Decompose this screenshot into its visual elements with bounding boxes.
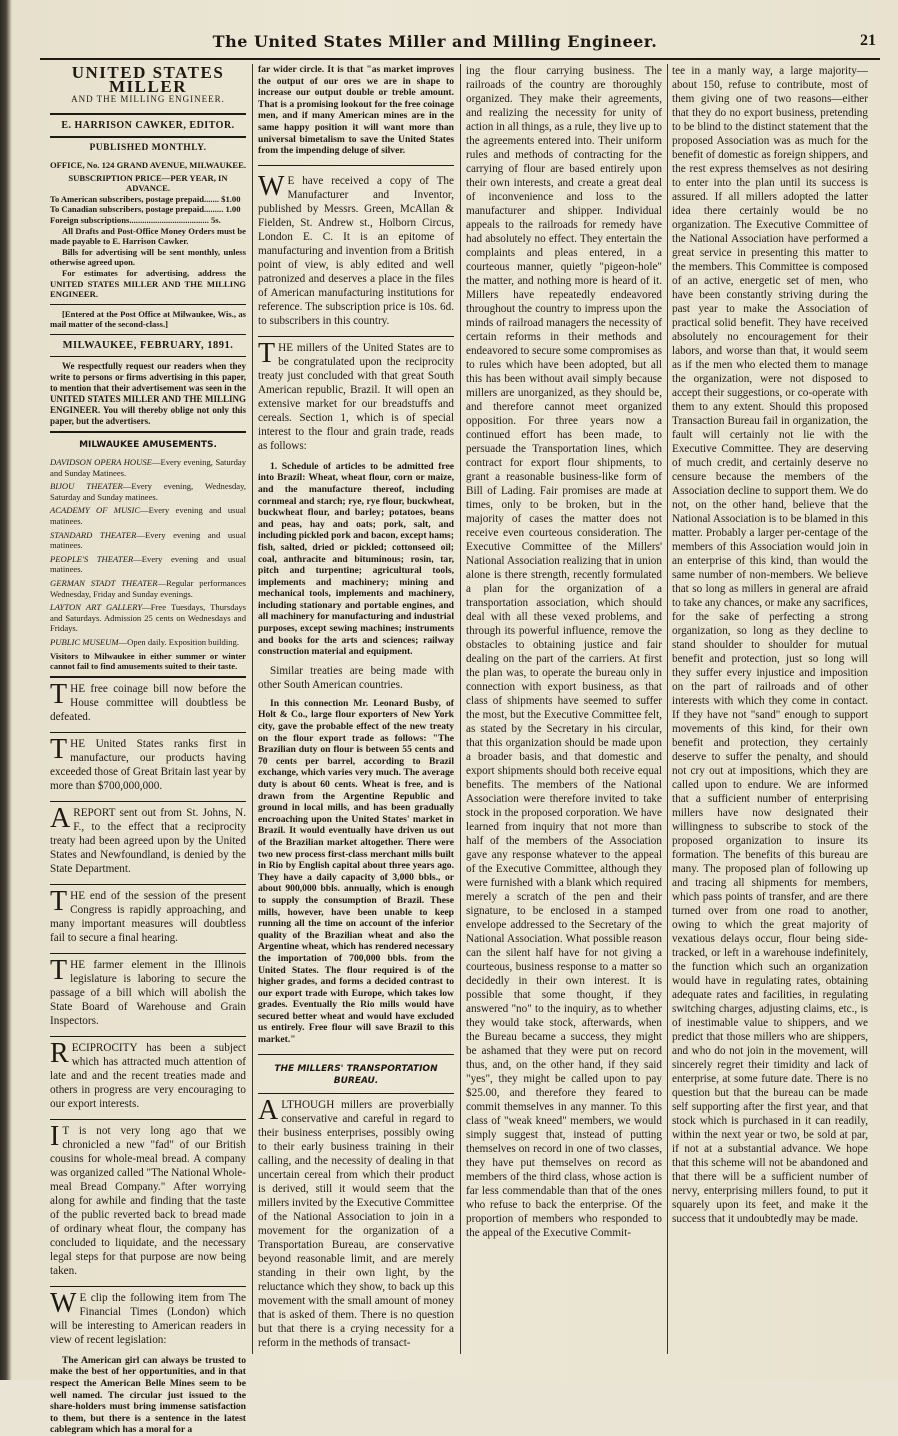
clipping-continued: far wider circle. It is that "as market improves the output of our ores we are in shape to increase our output double or treble amount. That is a promising lookout for the free coinage men, and if many American mines are in the same happy position it will want more than universal bimetalism to save the United States from the impending deluge of silver. bbox=[258, 64, 454, 157]
amusements-list bbox=[50, 457, 246, 672]
divider bbox=[50, 676, 246, 678]
divider bbox=[50, 136, 246, 138]
news-item: THE free coinage bill now before the House committee will doubtless be defeated. bbox=[50, 678, 246, 723]
article-body-continued: tee in a manly way, a large majority—about 150, refuse to contribute, most of them giving one of two reasons—either that they do no export business, pretending to be blind to the distinct statement that the proposed Association was as much for the benefit of domestic as foreign shippers, and the rest express themselves as not desiring to enter into the plan until its success is assured. If all millers adopted the latter idea there certainly would be no organization. The Executive Committee of the National Association have performed a great service in presenting this matter to the members. This Committee is composed of an active, energetic set of men, who have been constantly striving during the past year to make the Association of practical solid benefit. They have received absolutely no encouragement for their labors, and worse than that, it would seem as if the men who elected them to manage the organization, were not disposed to accept their suggestions, or co-operate with them to any extent. Should this proposed Transaction Bureau fail in organization, the fault will certainly not lie with the Executive Committee. They are deserving of much credit, and certainly deserve no censure because the members of the Association decline to support them. We do not, on the other hand, believe that the National Association is to be blamed in this matter. Probably a larger per-centage of the members of this Association would join in an enterprise of this kind, than would the same number of non-members. We believe that so long as millers in general are afraid to take any chances, or make any sacrifices, for the sake of perfecting a strong organization, so long as they decline to stand shoulder to shoulder for mutual benefit and protection, just so long will they suffer every injustice and imposition on the part of railroads and of other interests with which they come in contact. If they have not "sand" enough to support movements of this kind, for their own benefit and protection, they certainly deserve to suffer the penalty, and should not cry out at impositions, which they are called upon to endure. We are informed that a sufficient number of enterprising millers have now designated their willingness to subscribe to stock of the proposed organization to insure its formation. The benefits of this bureau are many. The proposed plan of following up and tracing all shipments for members, which pass points of transfer, and are there turned over from one road to another, owing to which the great majority of vexatious delays occur, flour being side-tracked, or left in a warehouse indefinitely, the function which such an organization would have in regulating rates, obtaining adequate rates and facilities, in regulating switching charges, adjusting claims, etc., is of inestimable value to shippers, and we predict that those millers who are shippers, and who do not join in the movement, will sincerely regret their timidity and lack of enterprise, at some future date. There is no question but that the bureau can be made self supporting after the first year, and that stock which is purchased in it can readily, within the next year or two, be sold at par, if not at a substantial advance. We hope that this scheme will not be abandoned and that there will be a sufficient number of nervy, enterprising millers found, to put it squarely upon its feet, and make it the success that it undoubtedly may be made. bbox=[672, 65, 868, 1225]
news-item: W E have received a copy of The Manufacturer and Inventor, published by Messrs. Green, McAllan & Fielden, St. Andrew st., Holborn Circus, London E. C. It is an epitome of manufacturing and invention from a British point of view, is ably edited and well patronized and deserves a place in the files of American manufacturing institutions for reference. The subscription price is 10s. 6d. to subscribers in this country. bbox=[258, 170, 454, 327]
amusement-item: ACADEMY OF MUSIC—Every evening and usual matinees. bbox=[50, 505, 247, 527]
readers-request: We respectfully request our readers when they write to persons or firms advertising in this paper, to mention that their advertisement was seen in the UNITED STATES MILLER AND THE MILLING ENGINEER. You will thereby oblige not only this paper, but the advertisers. bbox=[50, 361, 246, 427]
divider bbox=[50, 356, 246, 357]
divider bbox=[50, 884, 246, 885]
notice-line: For estimates for advertising, address the UNITED STATES MILLER AND THE MILLING ENGINEER. bbox=[50, 267, 246, 300]
column-3 bbox=[466, 64, 662, 1354]
news-item: A REPORT sent out from St. Johns, N. F., to the effect that a reciprocity treaty had been agreed upon by the United States and Newfoundland, is denied by the State Department. bbox=[50, 802, 246, 875]
divider bbox=[50, 431, 246, 433]
divider bbox=[50, 801, 246, 802]
drop-cap: R bbox=[50, 1037, 69, 1069]
news-item: THE millers of the United States are to be congratulated upon the reciprocity treaty just concluded with that great South American republic, Brazil. It will open an extensive market for our breadstuffs and cereals. Section 1, which is of special interest to the flour and grain trade, reads as follows: bbox=[258, 337, 454, 452]
divider bbox=[50, 953, 246, 954]
article-body: ALTHOUGH millers are proverbially conservative and careful in regard to their business enterprises, possibly owing to their early business training in their calling, and the necessity of dealing in that uncertain cereal from which their product is derived, still it would seem that the millers invited by the Executive Committee of the National Association to join in a movement for the organization of a Transportation Bureau, are conservative beyond reasonable limit, and are merely standing in their own light, by the reluctance which they show, to back up this movement with the small amount of money that is asked of them. There is no question but that there is a crying necessity for a reform in the methods of transact- bbox=[258, 1094, 454, 1349]
page-number: 21 bbox=[860, 32, 876, 49]
divider bbox=[50, 1119, 246, 1120]
drop-cap: T bbox=[50, 954, 68, 986]
divider bbox=[258, 165, 454, 166]
drop-cap: A bbox=[258, 1094, 279, 1126]
divider bbox=[50, 732, 246, 733]
amusement-item: LAYTON ART GALLERY—Free Tuesdays, Thursdays and Saturdays. Admission 25 cents on Wednesdays and Fridays. bbox=[50, 602, 246, 634]
clipping-text: The American girl can always be trusted to make the best of her opportunities, and in that respect the American Belle Mines seem to be well named. The circular just issued to the share-holders must bring immense satisfaction to them, but there is a sentence in the latest cablegram which has a moral for a bbox=[50, 1354, 246, 1436]
published-line: PUBLISHED MONTHLY. bbox=[89, 143, 207, 154]
news-item: I T is not very long ago that we chronicled a new "fad" of our British cousins for whole-meal bread. A company was organized called "The National Whole-meal Bread Company." After worrying along for awhile and finding that the taste of the public reverted back to bread made of ordinary wheat flour, the company has concluded to liquidate, and the necessary legal steps for that purpose are now being taken. bbox=[50, 1120, 246, 1277]
subscription-heading: SUBSCRIPTION PRICE—PER YEAR, IN ADVANCE. bbox=[68, 172, 228, 194]
divider bbox=[258, 336, 454, 337]
column-rule bbox=[252, 64, 253, 1354]
column-rule bbox=[667, 64, 668, 1354]
drop-cap: T bbox=[50, 885, 68, 917]
masthead-subtitle: AND THE MILLING ENGINEER. bbox=[71, 94, 225, 105]
amusement-item: PUBLIC MUSEUM—Open daily. Exposition building. bbox=[50, 636, 239, 647]
columns bbox=[50, 63, 868, 1436]
amusements-heading: MILWAUKEE AMUSEMENTS. bbox=[79, 440, 217, 451]
divider bbox=[50, 304, 246, 305]
drop-cap: W bbox=[258, 170, 285, 202]
news-item: W E clip the following item from The Financial Times (London) which will be interesting to American readers in view of recent legislation: bbox=[50, 1287, 246, 1346]
drop-cap: W bbox=[50, 1287, 77, 1319]
drop-cap: I bbox=[50, 1120, 60, 1152]
news-item: THE United States ranks first in manufacture, our products having exceeded those of Great Britain last year by more than $700,000,000. bbox=[50, 733, 247, 792]
amusement-item: STANDARD THEATER—Every evening and usual matinees. bbox=[50, 529, 246, 551]
article-body-continued: ing the flour carrying business. The railroads of the country are thoroughly organized. They make their agreements, and realizing the necessity for unity of action in all things, as a rule, they live up to the agreements entered into. Their uniform rules and methods of contracting for the carrying of flour are based entirely upon their own interests, and create a great deal of inconvenience and loss to the manufacturer and shipper. Individual appeals to the railroads for remedy have had absolutely no effect. They entertain the complaints and pleas entered, in a courteous manner, quietly "pigeon-hole" the matter, and nothing more is heard of it. Millers have repeatedly endeavored throughout the country to impress upon the minds of railroad managers the necessity of certain reforms in their methods and endeavored to secure some compromises as to rules which have been adopted, but all this has been without avail simply because millers are unorganized, as they should be, and therefore cannot meet organized opposition. For three years now a continued effort has been made, to persuade the Transportation lines, which contract for export flour shipments, to grant a reasonable business-like form of Bill of Lading. Fair promises are made at times, only to be broken, but in the majority of cases the matter does not receive even courteous consideration. The Executive Committee of the Millers' National Association realizing that in union alone is there strength, recently formulated a plan for the organization of a transportation association, which should deal with all these vexed problems, and through its powerful influence, remove the obstacles to obtaining justice and fair dealing on the part of the carriers. At first the plan was, to operate the bureau only in connection with export business, as that class of shipments have seemed to suffer the most, but the Executive Committee felt, as stated by the Secretary in his circular, that this organization should be made upon a broader basis, and that domestic and export shipments should both receive equal benefits. The members of the National Association were therefore invited to take stock in the proposed corporation. We have learned from inquiry that not more than half of the members of the Association gave any response whatever to the appeal of the Executive Committee, although they were furnished with a blank which required merely a scratch of the pen and their signature, to be enclosed in a stamped envelope addressed to the Secretary of the National Association. What possible reason can the silent half have for not giving a courteous, business response to a matter so decidedly in their own interest. It is possible that some thought, if they answered "no" to the inquiry, as to whether they would take stock, afterwards, when the Bureau became a success, they might be ashamed that they were put on record thus, and, on the other hand, if they said "yes", they might be called upon to pay $25.00, and therefore they feared to commit themselves in any manner. To this class of "weak kneed" members, we would simply suggest that, instead of putting themselves on record in one of two classes, they have put themselves on record as members of the third class, whose action is far less commendable than that of the ones who refuse to back the enterprise. Of the proportion of members who responded to the appeal of the Executive Commit- bbox=[466, 65, 662, 1239]
drop-cap: A bbox=[50, 802, 71, 834]
divider bbox=[258, 1093, 454, 1094]
rate-line: To Canadian subscribers, postage prepaid......... 1.00 bbox=[50, 204, 241, 215]
rate-line: Foreign subscriptions..................................... 5s. bbox=[50, 214, 221, 225]
article-title: THE MILLERS' TRANSPORTATION BUREAU. bbox=[274, 1063, 438, 1086]
column-rule bbox=[460, 64, 461, 1354]
divider bbox=[258, 1054, 454, 1055]
busby-quote: In this connection Mr. Leonard Busby, of Holt & Co., large flour exporters of New York city, gave the probable effect of the new treaty on the flour export trade as follows: "The Brazilian duty on flour is between 55 cents and 70 cents per barrel, according to Brazil exchange, which varies very much. The average duty is about 60 cents. Wheat is free, and is drawn from the Argentine Republic and ground in local mills, and has been gradually encroaching upon the United States' market in Brazil. It would eventually have driven us out of the Brazilian market altogether. There were two new process first-class merchant mills built in Rio by English capital about three years ago. They have a daily capacity of 3,000 bbls., or about 900,000 bbls. annually, which is enough to supply the consumption of Brazil. These mills, however, have been unable to keep running all the time on account of the inferior quality of the Brazilian wheat and also the Argentine wheat, which has rendered necessary the importation of 700,000 bbls. from the United States. The flour required is of the higher grades, and forms a decided contrast to our export trade with Europe, which takes low grades. Eventually the Rio mills would have secured better wheat and would have excluded us entirely. Free flour will save Brazil to this market." bbox=[258, 697, 454, 1046]
news-item: THE end of the session of the present Congress is rapidly approaching, and many important measures will doubtless fail to secure a final hearing. bbox=[50, 885, 246, 944]
running-title: The United States Miller and Milling Engineer. bbox=[212, 32, 658, 51]
amusement-item: PEOPLE'S THEATER—Every evening and usual matinees. bbox=[50, 553, 246, 575]
drop-cap: T bbox=[258, 337, 276, 369]
office-line: OFFICE, No. 124 GRAND AVENUE, MILWAUKEE. bbox=[50, 159, 247, 170]
divider bbox=[50, 1036, 246, 1037]
news-item: THE farmer element in the Illinois legislature is laboring to secure the passage of a bill which will abolish the State Board of Warehouse and Grain Inspectors. bbox=[50, 954, 246, 1027]
column-2 bbox=[258, 64, 454, 1354]
column-1 bbox=[50, 63, 247, 1436]
drop-cap: T bbox=[50, 733, 68, 765]
news-item: RECIPROCITY has been a subject which has attracted much attention of late and and the recent treaties made and others in progress are very encouraging to our export interests. bbox=[50, 1037, 246, 1110]
rate-line: To American subscribers, postage prepaid....... $1.00 bbox=[50, 193, 241, 204]
amusement-item: GERMAN STADT THEATER—Regular performances Wednesday, Friday and Sunday evenings. bbox=[50, 578, 246, 599]
divider bbox=[50, 113, 246, 115]
divider bbox=[50, 1286, 246, 1287]
amusement-item: DAVIDSON OPERA HOUSE—Every evening, Saturday and Sunday Matinees. bbox=[50, 457, 246, 478]
page-header bbox=[40, 32, 880, 60]
masthead-title: UNITED STATES MILLER bbox=[71, 63, 225, 96]
visitors-note: Visitors to Milwaukee in either summer or winter cannot fail to find amusements suited to their taste. bbox=[50, 650, 246, 672]
treaty-schedule: 1. Schedule of articles to be admitted free into Brazil: Wheat, wheat flour, corn or maize, and the manufacture thereof, including cornmeal and starch; rye, rye flour, buckwheat, buckwheat flour, and barley; potatoes, beans and peas, hay and oats; pork, salt, and including pickled pork and bacon, except hams; fish, salted, dried or pickled; cottonseed oil; coal, anthracite and bituminous; rosin, tar, pitch and turpentine; agricultural tools, implements and machinery; mining and mechanical tools, implements and machinery, including stationary and portable engines, and all machinery for manufacturing and industrial purposes, except sewing machines; instruments and books for the arts and sciences; railway construction material and equipment. bbox=[258, 460, 454, 658]
entered-notice: [Entered at the Post Office at Milwaukee, Wis., as mail matter of the second-class.] bbox=[50, 308, 246, 330]
similar-treaties: Similar treaties are being made with other South American countries. bbox=[258, 664, 454, 691]
notice-line: All Drafts and Post-Office Money Orders must be made payable to E. Harrison Cawker. bbox=[50, 225, 246, 247]
drop-cap: T bbox=[50, 678, 68, 710]
amusement-item: BIJOU THEATER—Every evening, Wednesday, Saturday and Sunday matinees. bbox=[50, 481, 246, 502]
editor-line: E. HARRISON CAWKER, EDITOR. bbox=[61, 119, 235, 131]
dateline: MILWAUKEE, FEBRUARY, 1891. bbox=[62, 339, 234, 351]
divider bbox=[50, 334, 246, 335]
notice-line: Bills for advertising will be sent monthly, unless otherwise agreed upon. bbox=[50, 246, 246, 268]
column-4 bbox=[672, 64, 868, 1354]
